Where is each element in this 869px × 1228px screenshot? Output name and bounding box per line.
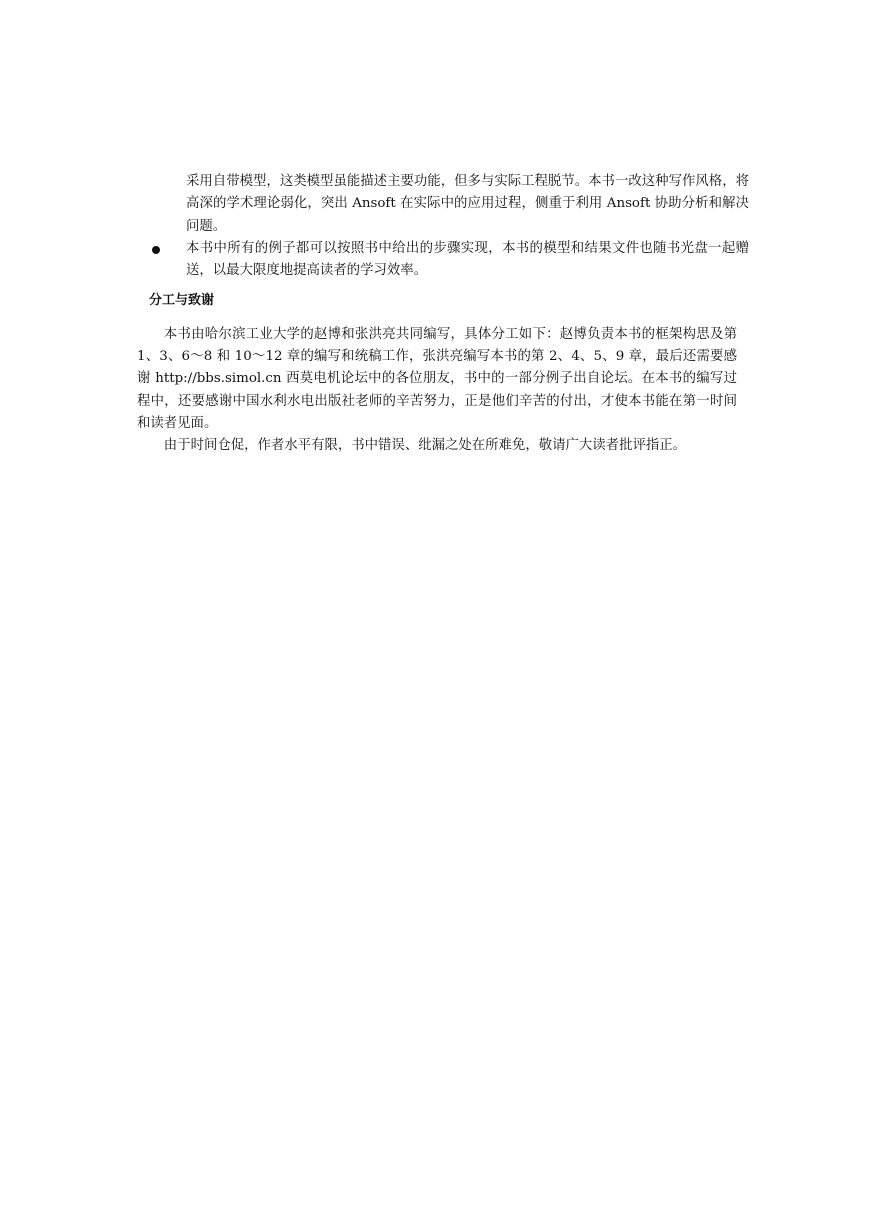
- list-item-text: 本书中所有的例子都可以按照书中给出的步骤实现，本书的模型和结果文件也随书光盘一起赠送，以最大限度地提高读者的学习效率。: [186, 240, 749, 279]
- list-item: [149, 238, 749, 283]
- body-paragraph: 由于时间仓促，作者水平有限，书中错误、纰漏之处在所难免，敬请广大读者批评指正。: [163, 438, 687, 454]
- list-item-continued: [149, 171, 749, 238]
- bullet-marker: [152, 246, 160, 254]
- page-content: [137, 171, 749, 458]
- section-body: [137, 324, 749, 458]
- section-heading: 分工与致谢: [149, 293, 215, 309]
- body-paragraph: 本书由哈尔滨工业大学的赵博和张洪亮共同编写，具体分工如下：赵博负责本书的框架构思及第 1、3、6～8 和 10～12 章的编写和统稿工作，张洪亮编写本书的第 2、4、5、9 章，最后还需要感谢 http://bbs.simol.cn 西莫电机论坛中的各位朋友，书中的一部分例子出自论坛。在本书的编写过程中，还要感谢中国水利水电出版社老师的辛苦努力，正是他们辛苦的付出，才使本书能在第一时间和读者见面。: [137, 326, 737, 431]
- list-item-text: 采用自带模型，这类模型虽能描述主要功能，但多与实际工程脱节。本书一改这种写作风格，将高深的学术理论弱化，突出 Ansoft 在实际中的应用过程，侧重于利用 Ansoft 协助分析和解决问题。: [186, 174, 749, 234]
